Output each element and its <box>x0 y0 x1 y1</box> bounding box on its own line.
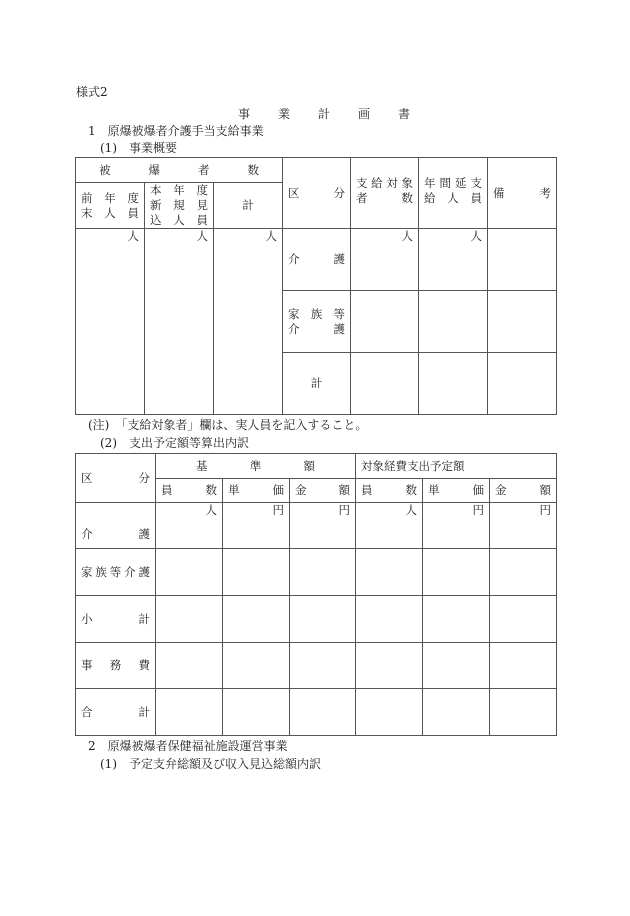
header-hibakusha-count: 被 爆 者 数 <box>76 158 283 183</box>
cell[interactable]: 人 <box>356 503 423 549</box>
header-total: 計 <box>214 183 283 229</box>
subheader-amount: 金 額 <box>290 479 356 503</box>
cell-new-this-year[interactable]: 人 <box>145 229 214 415</box>
cell[interactable] <box>423 596 490 643</box>
section1-sub1-heading: (1) 事業概要 <box>100 141 177 155</box>
cell[interactable] <box>156 549 223 596</box>
cell-total[interactable]: 人 <box>214 229 283 415</box>
row-label-family-care: 家 族 等 介 護 <box>283 291 351 353</box>
header-target-count: 支 給 対 象 者 数 <box>351 158 419 229</box>
header-prev-year-end: 前 年 度 末 人 員 <box>76 183 145 229</box>
row-label-total: 計 <box>283 353 351 415</box>
cell[interactable] <box>423 689 490 736</box>
cell-prev-year-end[interactable]: 人 <box>76 229 145 415</box>
cell[interactable] <box>356 643 423 689</box>
row-label-family-care: 家 族 等 介 護 <box>76 549 156 596</box>
cell[interactable]: 円 <box>423 503 490 549</box>
document-title <box>238 107 438 121</box>
row-label-subtotal: 小 計 <box>76 596 156 643</box>
cell[interactable] <box>156 689 223 736</box>
header-target-expenditure: 対象経費支出予定額 <box>356 454 557 479</box>
cell-family-annual[interactable] <box>419 291 488 353</box>
cell[interactable] <box>156 643 223 689</box>
cell[interactable]: 円 <box>223 503 290 549</box>
cell[interactable] <box>223 596 290 643</box>
cell-total-target[interactable] <box>351 353 419 415</box>
cell-care-remarks[interactable] <box>488 229 557 291</box>
cell[interactable]: 円 <box>490 503 557 549</box>
expenditure-table <box>75 453 557 736</box>
cell[interactable]: 人 <box>156 503 223 549</box>
cell[interactable] <box>290 689 356 736</box>
cell[interactable] <box>356 596 423 643</box>
title-char: 業 <box>278 107 291 121</box>
header-annual-total: 年 間 延 支 給 人 員 <box>419 158 488 229</box>
cell-care-annual[interactable]: 人 <box>419 229 488 291</box>
title-char: 画 <box>358 107 371 121</box>
cell-total-remarks[interactable] <box>488 353 557 415</box>
header-new-this-year: 本 年 度 新 規 見 込 人 員 <box>145 183 214 229</box>
header-category: 区 分 <box>283 158 351 229</box>
note: (注) 「支給対象者」欄は、実人員を記入すること。 <box>88 418 368 432</box>
cell[interactable] <box>290 596 356 643</box>
header-remarks: 備 考 <box>488 158 557 229</box>
cell[interactable] <box>290 549 356 596</box>
header-category: 区 分 <box>76 454 156 503</box>
cell-family-remarks[interactable] <box>488 291 557 353</box>
cell[interactable] <box>423 549 490 596</box>
section2-sub1-heading: (1) 予定支弁総額及び収入見込総額内訳 <box>100 757 321 771</box>
cell[interactable] <box>156 596 223 643</box>
form-label: 様式2 <box>76 85 108 99</box>
subheader-count: 員 数 <box>156 479 223 503</box>
cell[interactable] <box>423 643 490 689</box>
cell-family-target[interactable] <box>351 291 419 353</box>
subheader-unit-price: 単 価 <box>423 479 490 503</box>
header-standard-amount: 基 準 額 <box>156 454 356 479</box>
subheader-count: 員 数 <box>356 479 423 503</box>
cell[interactable] <box>223 689 290 736</box>
cell[interactable] <box>490 596 557 643</box>
cell[interactable] <box>356 689 423 736</box>
subheader-amount: 金 額 <box>490 479 557 503</box>
title-char: 計 <box>318 107 331 121</box>
section1-sub2-heading: (2) 支出予定額等算出内訳 <box>100 436 249 450</box>
cell[interactable] <box>490 549 557 596</box>
row-label-care: 介 護 <box>283 229 351 291</box>
row-label-office-expenses: 事 務 費 <box>76 643 156 689</box>
cell[interactable] <box>490 689 557 736</box>
cell-total-annual[interactable] <box>419 353 488 415</box>
cell[interactable] <box>223 643 290 689</box>
cell[interactable] <box>356 549 423 596</box>
section1-heading: 1 原爆被爆者介護手当支給事業 <box>88 124 264 138</box>
overview-table <box>75 157 557 415</box>
title-char: 事 <box>238 107 251 121</box>
cell[interactable] <box>290 643 356 689</box>
row-label-care: 介 護 <box>76 503 156 549</box>
section2-heading: 2 原爆被爆者保健福祉施設運営事業 <box>88 739 288 753</box>
subheader-unit-price: 単 価 <box>223 479 290 503</box>
cell[interactable]: 円 <box>290 503 356 549</box>
title-char: 書 <box>398 107 411 121</box>
cell[interactable] <box>490 643 557 689</box>
row-label-grand-total: 合 計 <box>76 689 156 736</box>
cell[interactable] <box>223 549 290 596</box>
cell-care-target[interactable]: 人 <box>351 229 419 291</box>
